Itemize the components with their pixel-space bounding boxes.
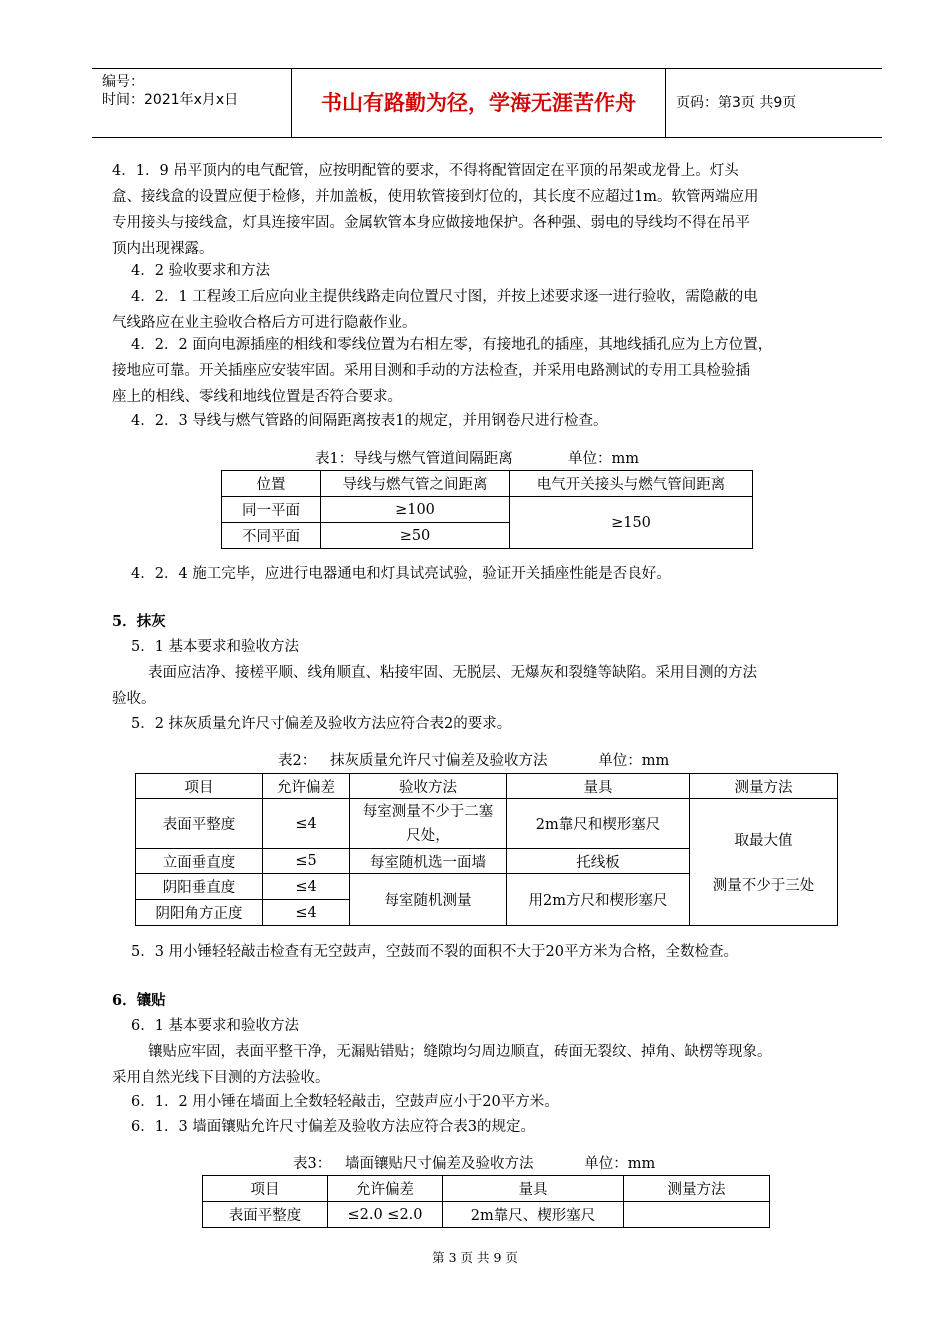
- para-4-1-9-line2: 盒、接线盒的设置应便于检修，并加盖板，使用软管接到灯位的，其长度不应超过1m。软管两端应用: [112, 189, 759, 205]
- table2-header: 验收方法: [350, 774, 507, 799]
- table2-cell: ≤5: [263, 849, 350, 874]
- header-page-label: 页码：第3页 共9页: [676, 95, 797, 111]
- para-5-1-line2: 验收。: [112, 691, 156, 707]
- table2-cell: 阴阳垂直度: [136, 874, 263, 900]
- table3-cell: 表面平整度: [203, 1202, 328, 1228]
- table3-header: 量具: [443, 1176, 624, 1202]
- section-6-1-heading: 6．1 基本要求和验收方法: [131, 1018, 300, 1034]
- table2-cell: 立面垂直度: [136, 849, 263, 874]
- table1-header: 电气开关接头与燃气管间距离: [510, 471, 753, 497]
- table2-measure-count: 测量不少于三处: [712, 878, 815, 894]
- table2-cell: 每室测量不少于二塞尺处，: [350, 799, 507, 849]
- table1-cell: ≥50: [321, 523, 510, 549]
- table3-cell: ≤2.0 ≤2.0: [328, 1202, 443, 1228]
- para-6-1-3: 6．1．3 墙面镶贴允许尺寸偏差及验收方法应符合表3的规定。: [131, 1119, 536, 1135]
- table3-header: 测量方法: [624, 1176, 770, 1202]
- para-4-2-2-line1: 4．2．2 面向电源插座的相线和零线位置为右相左零，有接地孔的插座，其地线插孔应为上方位置，: [131, 337, 773, 353]
- table2-cell: 托线板: [507, 849, 690, 874]
- table1-header: 位置: [222, 471, 321, 497]
- para-4-1-9-line4: 顶内出现裸露。: [112, 241, 214, 257]
- table2: [135, 773, 838, 926]
- section-4-2-heading: 4．2 验收要求和方法: [131, 263, 271, 279]
- para-5-1-line1: 表面应洁净、接槎平顺、线角顺直、粘接牢固、无脱层、无爆灰和裂缝等缺陷。采用目测的方法: [148, 665, 757, 681]
- table2-cell: ≤4: [263, 874, 350, 900]
- table1-cell: 同一平面: [222, 497, 321, 523]
- table3-cell: [624, 1202, 770, 1228]
- table1-cell: 不同平面: [222, 523, 321, 549]
- para-6-1-line2: 采用自然光线下目测的方法验收。: [112, 1070, 330, 1086]
- table3-caption: 表3： 墙面镶贴尺寸偏差及验收方法 单位：mm: [293, 1156, 656, 1172]
- para-5-3: 5．3 用小锤轻轻敲击检查有无空鼓声，空鼓而不裂的面积不大于20平方米为合格，全数检查。: [131, 944, 739, 960]
- para-5-2: 5．2 抹灰质量允许尺寸偏差及验收方法应符合表2的要求。: [131, 716, 512, 732]
- table1-cell: ≥100: [321, 497, 510, 523]
- table2-cell: ≤4: [263, 900, 350, 926]
- table2-cell: ≤4: [263, 799, 350, 849]
- table3-header: 允许偏差: [328, 1176, 443, 1202]
- header-info-cell: [92, 69, 292, 137]
- table2-measure-cell: [690, 799, 838, 926]
- section-5-1-heading: 5．1 基本要求和验收方法: [131, 639, 300, 655]
- table2-cell: 每室随机测量: [350, 874, 507, 926]
- header-number: 编号：: [102, 74, 144, 90]
- table2-cell: 用2m方尺和楔形塞尺: [507, 874, 690, 926]
- table1: [221, 470, 753, 549]
- table2-cell: 阴阳角方正度: [136, 900, 263, 926]
- para-4-1-9-line3: 专用接头与接线盒，灯具连接牢固。金属软管本身应做接地保护。各种强、弱电的导线均不得在吊平: [112, 215, 750, 231]
- para-4-2-2-line3: 座上的相线、零线和地线位置是否符合要求。: [112, 389, 402, 405]
- page-header: [92, 68, 882, 138]
- header-motto: 书山有路勤为径，学海无涯苦作舟: [292, 69, 666, 137]
- para-6-1-2: 6．1．2 用小锤在墙面上全数轻轻敲击，空鼓声应小于20平方米。: [131, 1094, 559, 1110]
- para-4-2-1-line1: 4．2．1 工程竣工后应向业主提供线路走向位置尺寸图，并按上述要求逐一进行验收，需隐蔽的电: [131, 289, 758, 305]
- para-4-1-9-line1: 4．1．9 吊平顶内的电气配管，应按明配管的要求，不得将配管固定在平顶的吊架或龙骨上。灯头: [112, 163, 739, 179]
- page-footer: 第 3 页 共 9 页: [432, 1250, 518, 1265]
- section-6-heading: 6．镶贴: [112, 992, 166, 1009]
- table2-header: 允许偏差: [263, 774, 350, 799]
- para-6-1-line1: 镶贴应牢固，表面平整干净，无漏贴错贴；缝隙均匀周边顺直，砖面无裂纹、掉角、缺楞等现象。: [148, 1044, 772, 1060]
- table2-header: 项目: [136, 774, 263, 799]
- table2-measure-max: 取最大值: [734, 833, 793, 849]
- section-5-heading: 5．抹灰: [112, 613, 166, 630]
- table3: [202, 1175, 770, 1228]
- table2-cell: 2m靠尺和楔形塞尺: [507, 799, 690, 849]
- para-4-2-3: 4．2．3 导线与燃气管路的间隔距离按表1的规定，并用钢卷尺进行检查。: [131, 413, 608, 429]
- table1-cell: ≥150: [510, 497, 753, 549]
- table2-caption: 表2： 抹灰质量允许尺寸偏差及验收方法 单位：mm: [278, 753, 670, 769]
- table1-header: 导线与燃气管之间距离: [321, 471, 510, 497]
- table3-header: 项目: [203, 1176, 328, 1202]
- table2-cell: 每室随机选一面墙: [350, 849, 507, 874]
- para-4-2-2-line2: 接地应可靠。开关插座应安装牢固。采用目测和手动的方法检查，并采用电路测试的专用工具检验插: [112, 363, 750, 379]
- header-time: 时间：2021年x月x日: [102, 92, 239, 108]
- table2-header: 量具: [507, 774, 690, 799]
- table2-header: 测量方法: [690, 774, 838, 799]
- table3-cell: 2m靠尺、楔形塞尺: [443, 1202, 624, 1228]
- table2-cell: 表面平整度: [136, 799, 263, 849]
- para-4-2-1-line2: 气线路应在业主验收合格后方可进行隐蔽作业。: [112, 315, 417, 331]
- para-4-2-4: 4．2．4 施工完毕，应进行电器通电和灯具试亮试验，验证开关插座性能是否良好。: [131, 566, 671, 582]
- table1-caption: 表1：导线与燃气管道间隔距离 单位：mm: [315, 451, 640, 467]
